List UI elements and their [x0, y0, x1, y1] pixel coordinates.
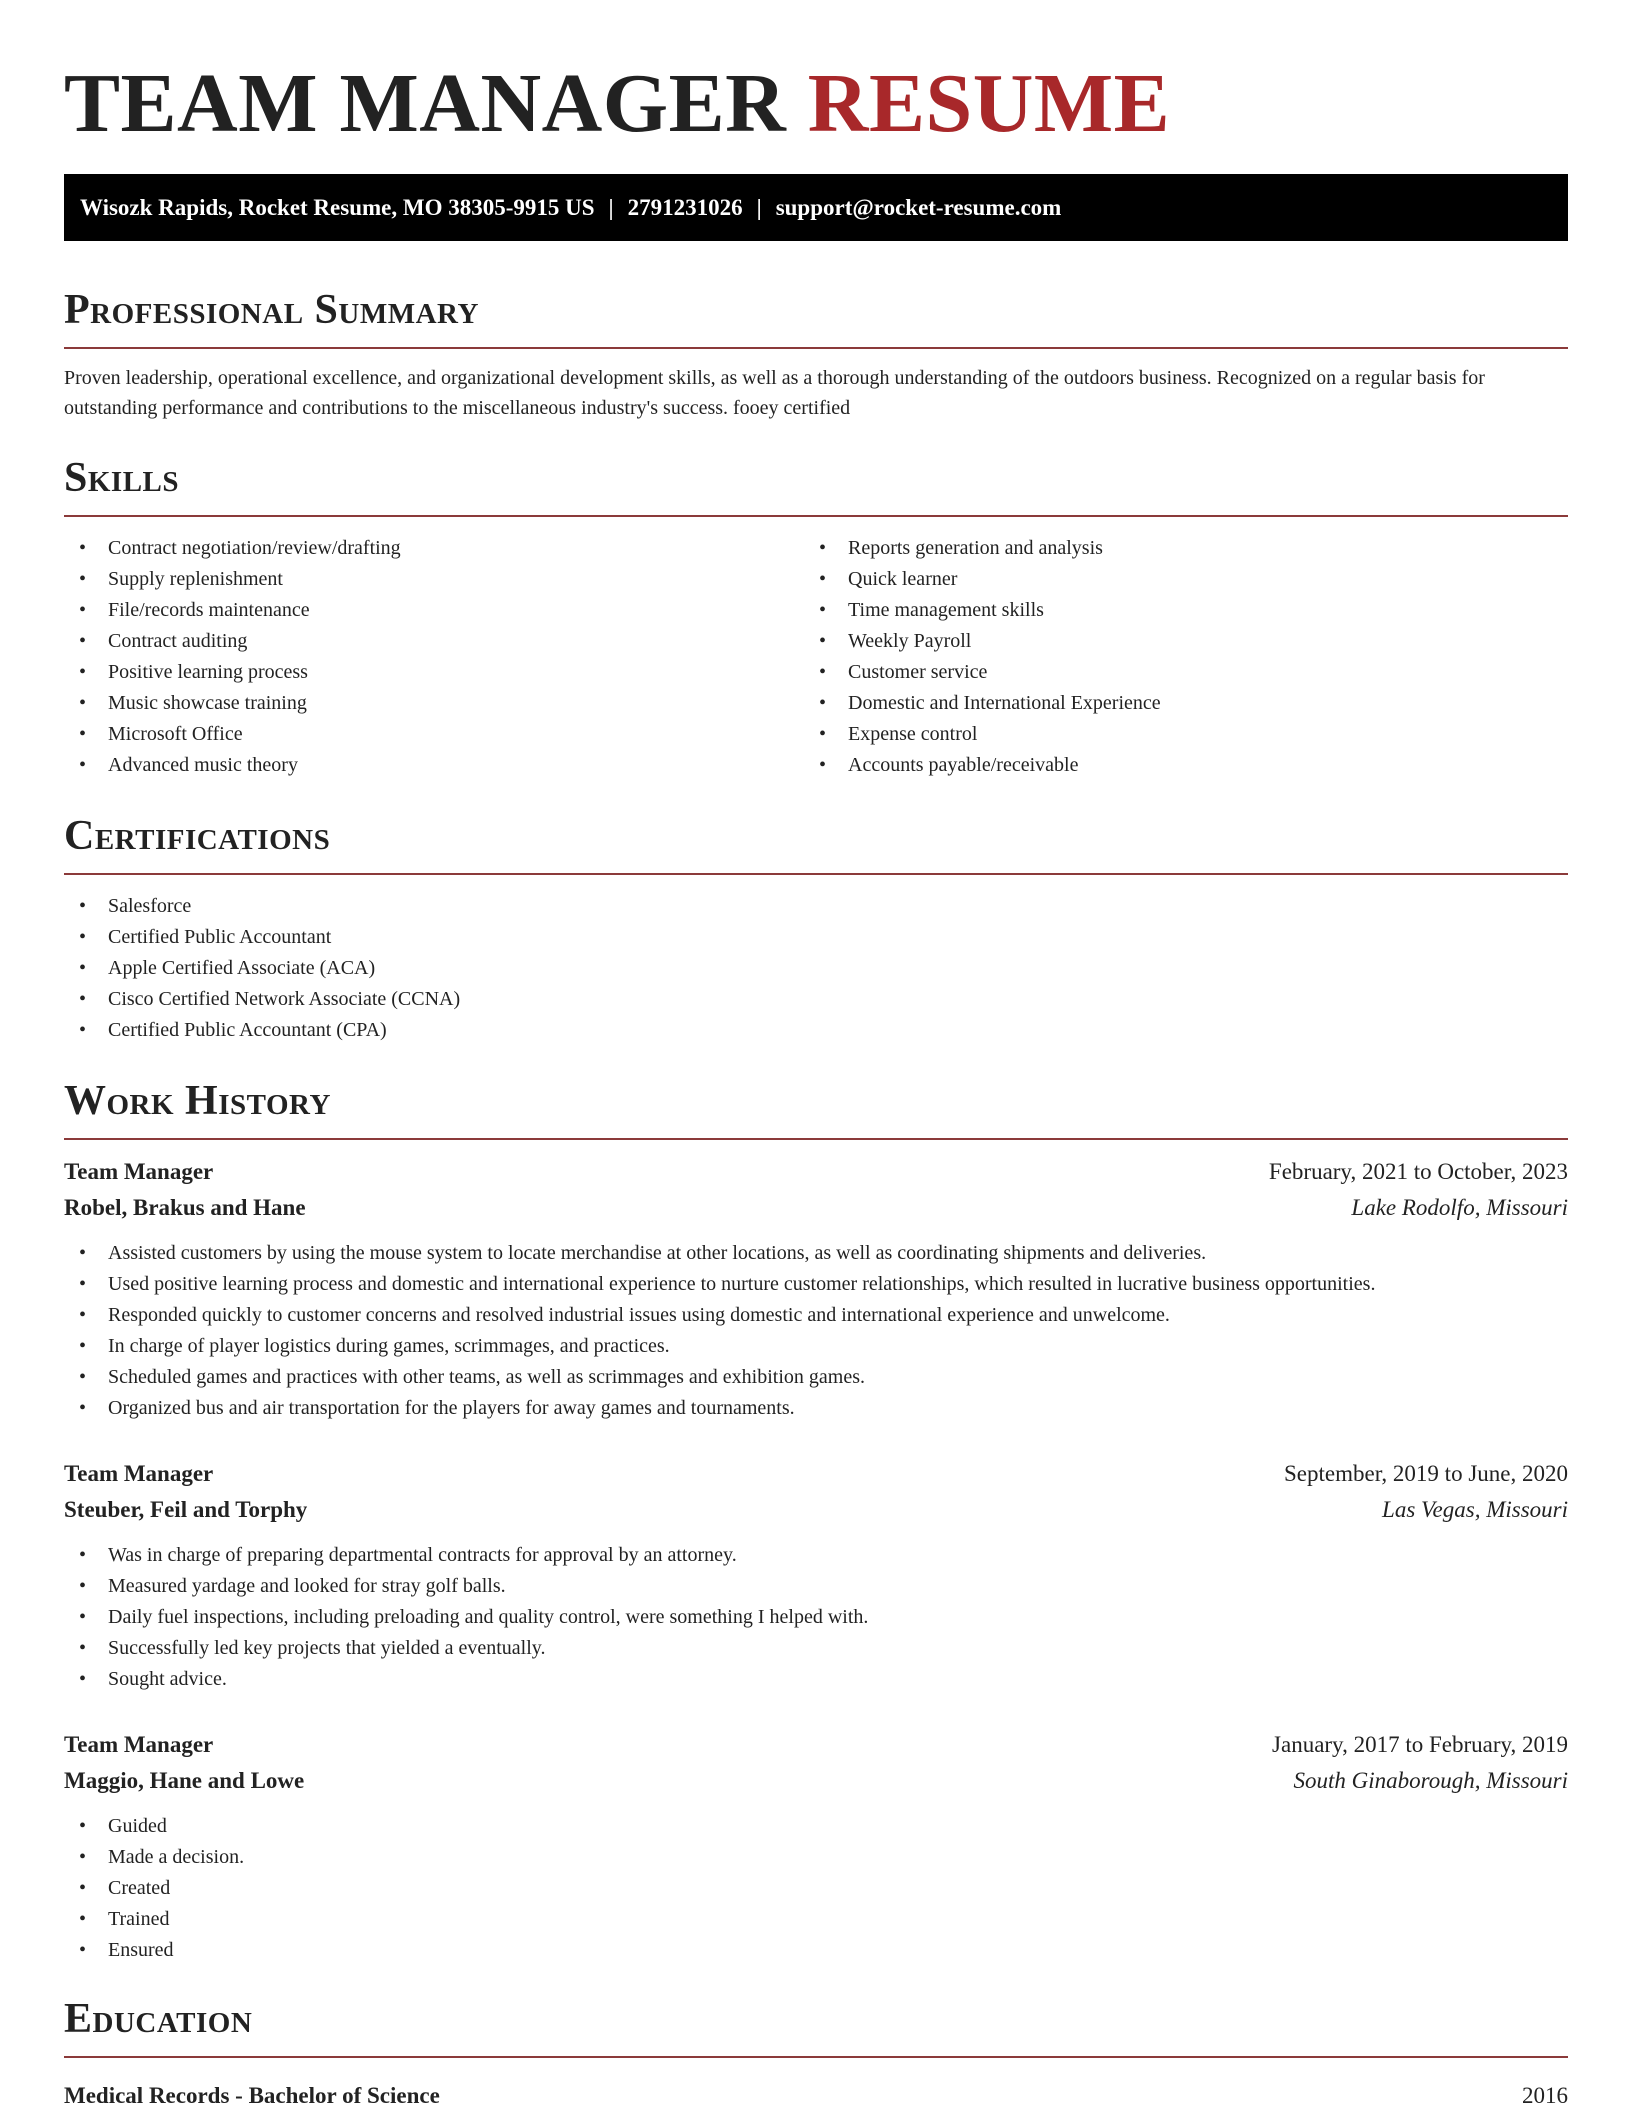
resume-page — [64, 0, 1568, 2114]
contact-email[interactable]: support@rocket-resume.com — [775, 195, 1062, 220]
contact-phone[interactable]: 2791231026 — [627, 195, 743, 220]
job-location: South Ginaborough, Missouri — [1293, 1768, 1568, 1793]
skill-item: • Time management skills — [804, 595, 1544, 626]
contact-separator: | — [608, 195, 614, 220]
job-duty-item: • Made a decision. — [64, 1842, 1568, 1873]
education-year: 2016 — [1522, 2083, 1568, 2108]
certification-item: • Certified Public Accountant — [64, 922, 1568, 953]
job-duty-item: • Successfully led key projects that yielded a eventually. — [64, 1633, 1568, 1664]
job-duty-item: • Responded quickly to customer concerns and resolved industrial issues using domestic and international experience and unwelcome. — [64, 1300, 1568, 1331]
skill-item: • Microsoft Office — [64, 719, 804, 750]
job-duty-item: • Assisted customers by using the mouse system to locate merchandise at other locations, as well as coordinating shipments and deliveries. — [64, 1238, 1568, 1269]
job-company-row — [64, 1492, 1568, 1528]
title-accent: RESUME — [807, 57, 1171, 150]
job-company: Robel, Brakus and Hane — [64, 1195, 306, 1220]
job-company: Steuber, Feil and Torphy — [64, 1497, 308, 1522]
job-duty-item: • In charge of player logistics during games, scrimmages, and practices. — [64, 1331, 1568, 1362]
education-entry — [64, 2078, 1568, 2114]
contact-separator: | — [756, 195, 762, 220]
job-duties-list — [64, 1238, 1568, 1424]
skill-item: • Positive learning process — [64, 657, 804, 688]
job-entry — [64, 1727, 1568, 1966]
job-duty-item: • Used positive learning process and domestic and international experience to nurture customer relationships, which resulted in lucrative business opportunities. — [64, 1269, 1568, 1300]
skill-item: • Customer service — [804, 657, 1544, 688]
contact-address: Wisozk Rapids, Rocket Resume, MO 38305-9915 US — [80, 195, 595, 220]
skills-list-right — [804, 533, 1544, 781]
job-title: Team Manager — [64, 1461, 214, 1486]
contact-bar — [64, 174, 1568, 241]
education-degree: Medical Records - Bachelor of Science — [64, 2083, 440, 2108]
skill-item: • Contract auditing — [64, 626, 804, 657]
skill-item: • Domestic and International Experience — [804, 688, 1544, 719]
skill-item: • Weekly Payroll — [804, 626, 1544, 657]
job-duty-item: • Scheduled games and practices with other teams, as well as scrimmages and exhibition games. — [64, 1362, 1568, 1393]
job-duties-list — [64, 1811, 1568, 1966]
education-section — [64, 1994, 1568, 2114]
work-history-section — [64, 1076, 1568, 1966]
skill-item: • Quick learner — [804, 564, 1544, 595]
job-duty-item: • Organized bus and air transportation for the players for away games and tournaments. — [64, 1393, 1568, 1424]
skill-item: • Contract negotiation/review/drafting — [64, 533, 804, 564]
skill-item: • Supply replenishment — [64, 564, 804, 595]
summary-text: Proven leadership, operational excellence, and organizational development skills, as well as a thorough understanding of the outdoors business. Recognized on a regular basis for outstanding performance and contributions to the miscellaneous industry's success. fooey certified — [64, 367, 1485, 419]
section-heading: Certifications — [64, 811, 1568, 875]
section-heading: Skills — [64, 453, 1568, 517]
skill-item: • File/records maintenance — [64, 595, 804, 626]
job-company-row — [64, 1763, 1568, 1799]
job-duty-item: • Sought advice. — [64, 1664, 1568, 1695]
section-heading: Education — [64, 1994, 1568, 2058]
job-location: Lake Rodolfo, Missouri — [1351, 1195, 1568, 1220]
job-dates: January, 2017 to February, 2019 — [1272, 1732, 1568, 1757]
job-entry — [64, 1456, 1568, 1695]
job-duty-item: • Trained — [64, 1904, 1568, 1935]
job-title-row — [64, 1456, 1568, 1492]
job-entry — [64, 1154, 1568, 1424]
job-title-row — [64, 1727, 1568, 1763]
job-duty-item: • Ensured — [64, 1935, 1568, 1966]
job-dates: February, 2021 to October, 2023 — [1268, 1159, 1568, 1184]
certification-item: • Salesforce — [64, 891, 1568, 922]
section-heading: Professional Summary — [64, 285, 1568, 349]
skill-item: • Accounts payable/receivable — [804, 750, 1544, 781]
job-duty-item: • Was in charge of preparing departmental contracts for approval by an attorney. — [64, 1540, 1568, 1571]
skill-item: • Expense control — [804, 719, 1544, 750]
job-duty-item: • Daily fuel inspections, including preloading and quality control, were something I helped with. — [64, 1602, 1568, 1633]
skills-list-left — [64, 533, 804, 781]
job-title: Team Manager — [64, 1732, 214, 1757]
job-duty-item: • Created — [64, 1873, 1568, 1904]
job-dates: September, 2019 to June, 2020 — [1284, 1461, 1568, 1486]
certification-item: • Cisco Certified Network Associate (CCNA) — [64, 984, 1568, 1015]
job-title-row — [64, 1154, 1568, 1190]
skills-section — [64, 453, 1568, 781]
resume-title — [64, 58, 1568, 150]
certification-item: • Certified Public Accountant (CPA) — [64, 1015, 1568, 1046]
skill-item: • Music showcase training — [64, 688, 804, 719]
section-heading: Work History — [64, 1076, 1568, 1140]
job-company-row — [64, 1190, 1568, 1226]
title-main: TEAM MANAGER — [64, 57, 787, 150]
professional-summary-section — [64, 285, 1568, 423]
certifications-list — [64, 891, 1568, 1046]
certification-item: • Apple Certified Associate (ACA) — [64, 953, 1568, 984]
job-company: Maggio, Hane and Lowe — [64, 1768, 305, 1793]
certifications-section — [64, 811, 1568, 1046]
skill-item: • Advanced music theory — [64, 750, 804, 781]
skills-columns — [64, 533, 1568, 781]
job-duties-list — [64, 1540, 1568, 1695]
job-location: Las Vegas, Missouri — [1382, 1497, 1568, 1522]
job-title: Team Manager — [64, 1159, 214, 1184]
job-duty-item: • Measured yardage and looked for stray golf balls. — [64, 1571, 1568, 1602]
job-duty-item: • Guided — [64, 1811, 1568, 1842]
skill-item: • Reports generation and analysis — [804, 533, 1544, 564]
